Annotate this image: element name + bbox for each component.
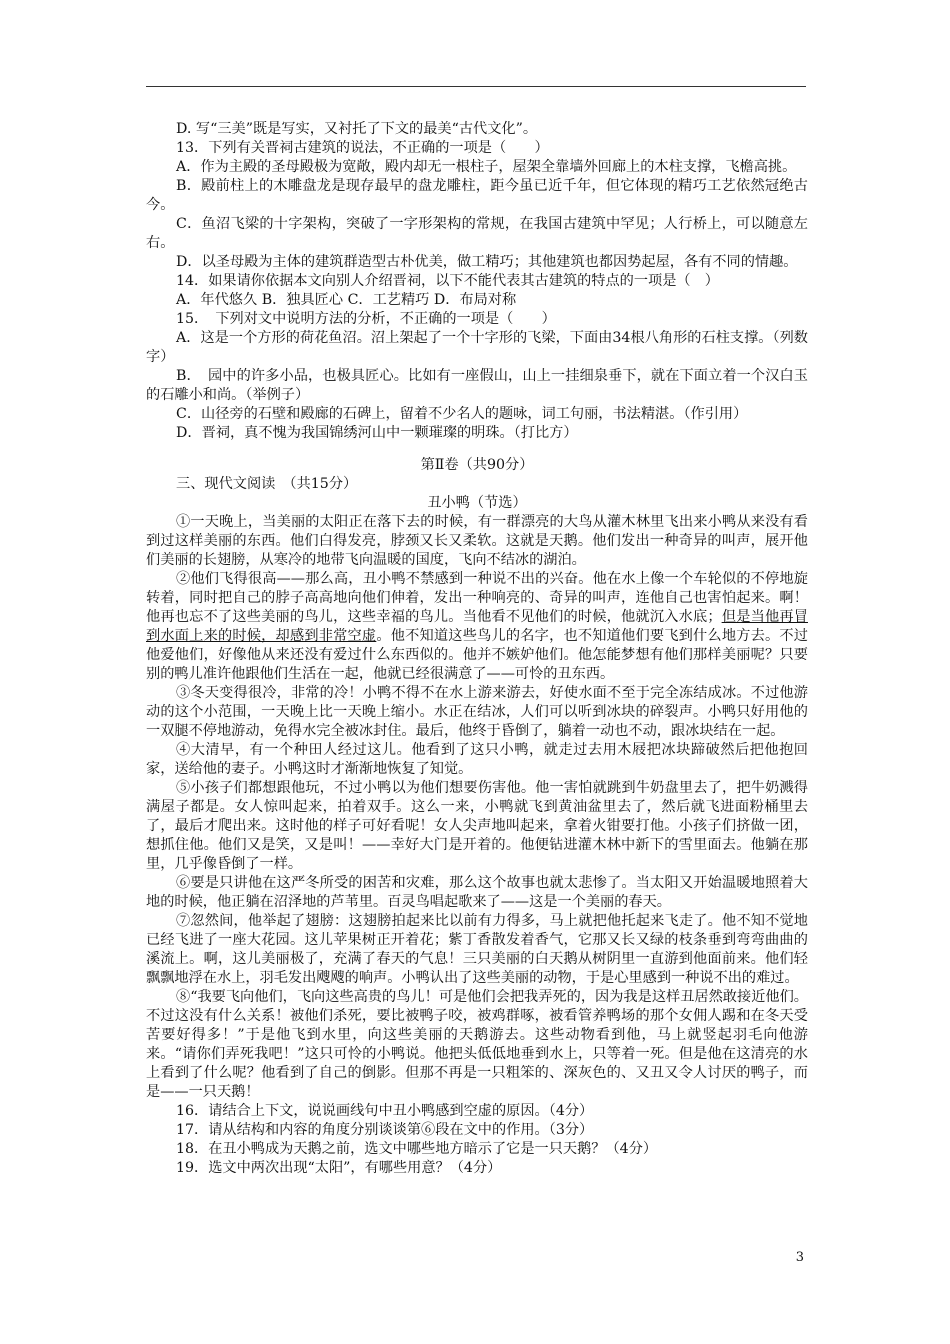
question-13-option-a: A．作为主殿的圣母殿极为宽敞，殿内却无一根柱子，屋架全靠墙外回廊上的木柱支撑，飞檐高挑。 xyxy=(176,159,797,175)
question-15-option-c: C．山径旁的石壁和殿廊的石碑上，留着不少名人的题咏，词工句丽，书法精湛。（作引用） xyxy=(176,406,748,422)
question-17: 17．请从结构和内容的角度分别谈谈第⑥段在文中的作用。（3分） xyxy=(176,1122,594,1138)
passage-title: 丑小鸭（节选） xyxy=(427,495,527,511)
passage-paragraph-6: ⑥要是只讲他在这严冬所受的困苦和灾难，那么这个故事也就太悲惨了。当太阳又开始温暖地照着大地的时候，他正躺在沼泽地的芦苇里。百灵鸟唱起歌来了——这是一个美丽的春天。 xyxy=(146,875,808,910)
question-18: 18．在丑小鸭成为天鹅之前，选文中哪些地方暗示了它是一只天鹅？（4分） xyxy=(176,1141,658,1157)
question-15-option-d: D．晋祠，真不愧为我国锦绣河山中一颗璀璨的明珠。（打比方） xyxy=(176,425,578,441)
passage-paragraph-5: ⑤小孩子们都想跟他玩，不过小鸭以为他们想要伤害他。他一害怕就跳到牛奶盘里去了，把牛奶溅得满屋子都是。女人惊叫起来，拍着双手。这么一来，小鸭就飞到黄油盆里去了，然后就飞进面粉桶里去了，最后才爬出来。这时他的样子可好看呢！女人尖声地叫起来，拿着火钳要打他。小孩子们挤做一团，想抓住他。他们又是笑，又是叫！——幸好大门是开着的。他便钻进灌木林中新下的雪里面去。他躺在那里，几乎像昏倒了一样。 xyxy=(146,780,808,872)
question-12-option-d: D. 写“三美”既是写实，又衬托了下文的最美“古代文化”。 xyxy=(176,121,538,137)
underlined-sentence: 但是当他再冒到水面上来的时候，却感到非常空虚 xyxy=(146,609,808,644)
question-14-options: A．年代悠久 B．独具匠心 C．工艺精巧 D．布局对称 xyxy=(176,292,517,308)
question-15-stem: 15． 下列对文中说明方法的分析，不正确的一项是（ ） xyxy=(176,311,556,327)
question-13-option-b: B．殿前柱上的木雕盘龙是现存最早的盘龙雕柱，距今虽已近千年，但它体现的精巧工艺依然冠绝古今。 xyxy=(146,178,808,213)
header-rule xyxy=(146,86,806,87)
page-body xyxy=(146,120,808,1178)
passage-paragraph-8: ⑧“我要飞向他们，飞向这些高贵的鸟儿！可是他们会把我弄死的，因为我是这样丑居然敢接近他们。不过这没有什么关系！被他们杀死，要比被鸭子咬，被鸡群啄，被看管养鸭场的那个女佣人踢和在冬天受苦要好得多！”于是他飞到水里，向这些美丽的天鹅游去。这些动物看到他，马上就竖起羽毛向他游来。“请你们弄死我吧！”这只可怜的小鸭说。他把头低低地垂到水上，只等着一死。但是他在这清亮的水上看到了什么呢？他看到了自己的倒影。但那不再是一只粗笨的、深灰色的、又丑又令人讨厌的鸭子，而是——一只天鹅！ xyxy=(146,989,808,1100)
question-13-option-c: C．鱼沼飞梁的十字架构，突破了一字形架构的常规，在我国古建筑中罕见；人行桥上，可以随意左右。 xyxy=(146,216,808,251)
question-13-stem: 13．下列有关晋祠古建筑的说法，不正确的一项是（ ） xyxy=(176,140,549,156)
paragraph-2-text-start: ②他们飞得很高——那么高，丑小鸭不禁感到一种说不出的兴奋。他在水上像一个车轮似的不停地旋转着，同时把自己的脖子高高地向他们伸着，发出一种响亮的、奇异的叫声，连他自己也害怕起来。啊！他再也忘不了这些美丽的鸟儿，这些幸福的鸟儿。当他看不见他们的时候，他就沉入水底； xyxy=(146,571,808,625)
passage-paragraph-7: ⑦忽然间，他举起了翅膀：这翅膀拍起来比以前有力得多，马上就把他托起来飞走了。他不知不觉地已经飞进了一座大花园。这儿苹果树正开着花；紫丁香散发着香气，它那又长又绿的枝条垂到弯弯曲曲的溪流上。啊，这儿美丽极了，充满了春天的气息！三只美丽的白天鹅从树阴里一直游到他面前来。他们轻飘飘地浮在水上，羽毛发出飕飕的响声。小鸭认出了这些美丽的动物，于是心里感到一种说不出的难过。 xyxy=(146,913,808,986)
question-15-option-b: B． 园中的许多小品，也极具匠心。比如有一座假山，山上一挂细泉垂下，就在下面立着一个汉白玉的石雕小和尚。（举例子） xyxy=(146,368,808,403)
page-number: 3 xyxy=(795,1250,804,1265)
passage-paragraph-1: ①一天晚上，当美丽的太阳正在落下去的时候，有一群漂亮的大鸟从灌木林里飞出来小鸭从来没有看到过这样美丽的东西。他们白得发亮，脖颈又长又柔软。这就是天鹅。他们发出一种奇异的叫声，展开他们美丽的长翅膀，从寒冷的地带飞向温暖的国度，飞向不结冰的湖泊。 xyxy=(146,514,808,568)
question-15-option-a: A．这是一个方形的荷花鱼沼。沼上架起了一个十字形的飞梁，下面由34根八角形的石柱支撑。（列数字） xyxy=(146,330,808,365)
volume-2-title: 第Ⅱ卷（共90分） xyxy=(420,457,534,473)
passage-paragraph-4: ④大清早，有一个种田人经过这儿。他看到了这只小鸭，就走过去用木屐把冰块蹄破然后把他抱回家，送给他的妻子。小鸭这时才渐渐地恢复了知觉。 xyxy=(146,742,808,777)
question-13-option-d: D．以圣母殿为主体的建筑群造型古朴优美，做工精巧；其他建筑也都因势起屋，各有不同的情趣。 xyxy=(176,254,798,270)
question-16: 16．请结合上下文，说说画线句中丑小鸭感到空虚的原因。（4分） xyxy=(176,1103,594,1119)
section-3-title: 三、现代文阅读 （共15分） xyxy=(176,476,358,492)
question-14-stem: 14．如果请你依据本文向别人介绍晋祠，以下不能代表其古建筑的特点的一项是（ ） xyxy=(176,273,719,289)
question-19: 19．选文中两次出现“太阳”，有哪些用意？（4分） xyxy=(176,1160,502,1176)
passage-paragraph-3: ③冬天变得很冷，非常的冷！小鸭不得不在水上游来游去，好使水面不至于完全冻结成冰。不过他游动的这个小范围，一天晚上比一天晚上缩小。水正在结冰，人们可以听到冰块的碎裂声。小鸭只好用他的一双腿不停地游动，免得水完全被冰封住。最后，他终于昏倒了，躺着一动也不动，跟冰块结在一起。 xyxy=(146,685,808,739)
passage-paragraph-2 xyxy=(146,570,808,684)
paragraph-2-text-end: 。他不知道这些鸟儿的名字，也不知道他们要飞到什么地方去。不过他爱他们，好像他从来还没有爱过什么东西似的。他并不嫉妒他们。他怎能梦想有他们那样美丽呢？只要别的鸭儿准许他跟他们生活在一起，他就已经很满意了——可怜的丑东西。 xyxy=(146,628,808,682)
